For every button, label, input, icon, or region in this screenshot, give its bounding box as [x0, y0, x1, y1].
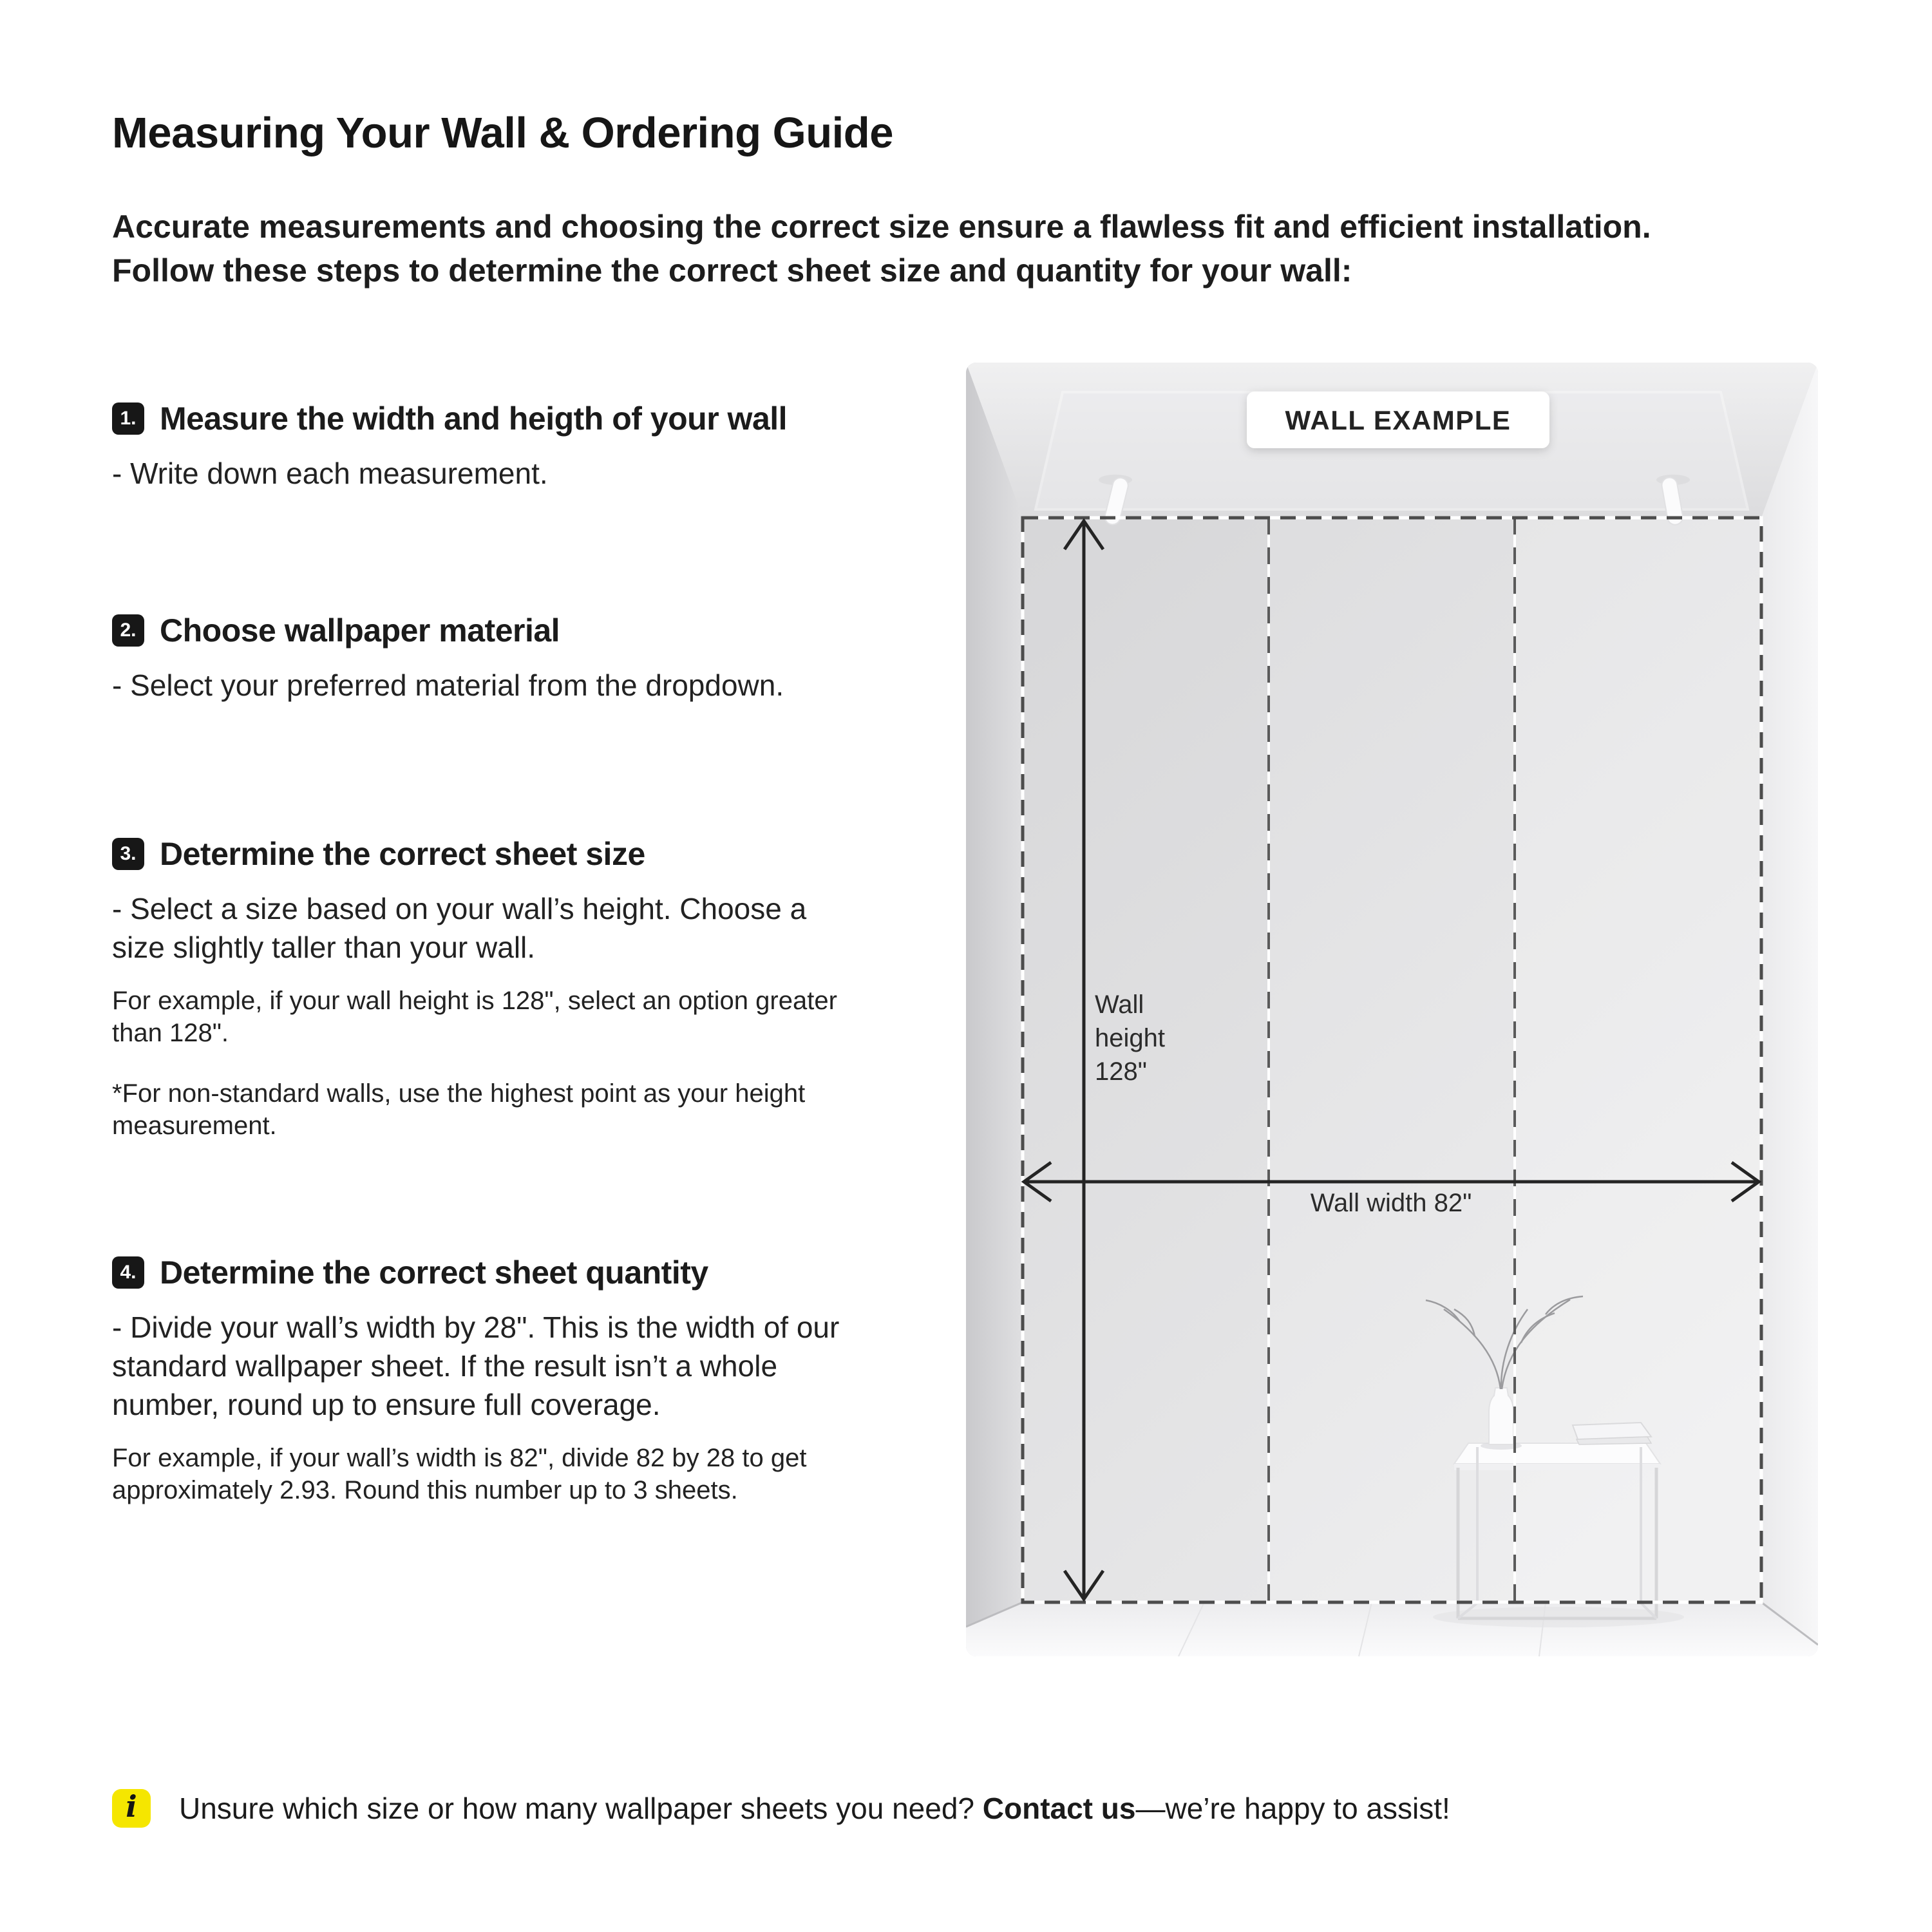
step-3-note: *For non-standard walls, use the highest point as your height measurement.	[112, 1079, 806, 1140]
svg-text:height: height	[1095, 1024, 1165, 1052]
step-4-example: For example, if your wall’s width is 82", divide 82 by 28 to get approximately 2.93. Round this number up to 3 sheets.	[112, 1444, 807, 1504]
step-3-body: - Select a size based on your wall’s height. Choose a size slightly taller than your wall.	[112, 892, 807, 964]
wall-example-badge	[1247, 392, 1549, 448]
step-4-number-badge: 4.	[112, 1256, 144, 1289]
step-2-number-badge: 2.	[112, 614, 144, 647]
step-3-number-badge: 3.	[112, 838, 144, 870]
step-3-example: For example, if your wall height is 128", select an option greater than 128".	[112, 987, 837, 1047]
step-3	[112, 838, 859, 1142]
step-2	[112, 614, 1014, 705]
step-2-head	[112, 614, 1014, 647]
page-title: Measuring Your Wall & Ordering Guide	[112, 109, 893, 157]
wall-width-label: Wall width 82"	[1310, 1189, 1472, 1217]
step-3-title: Determine the correct sheet size	[160, 836, 645, 872]
floor	[966, 1602, 1818, 1656]
footer-text-before: Unsure which size or how many wallpaper sheets you need?	[179, 1792, 983, 1825]
wall-example-illustration	[966, 363, 1818, 1656]
step-4-title: Determine the correct sheet quantity	[160, 1255, 708, 1291]
step-4-head	[112, 1256, 866, 1289]
wall-example-badge-label: WALL EXAMPLE	[1285, 405, 1511, 435]
info-icon-glyph: i	[126, 1789, 137, 1824]
step-2-body: - Select your preferred material from the dropdown.	[112, 668, 784, 702]
step-1-head	[112, 402, 1014, 435]
step-4-body: - Divide your wall’s width by 28". This is the width of our standard wallpaper sheet. If the result isn’t a whole number, round up to ensure full coverage.	[112, 1311, 840, 1421]
step-1-body: - Write down each measurement.	[112, 457, 548, 490]
svg-text:Wall: Wall	[1095, 990, 1144, 1019]
step-2-title: Choose wallpaper material	[160, 612, 560, 649]
step-1-number-badge: 1.	[112, 402, 144, 435]
contact-us-link[interactable]: Contact us	[982, 1792, 1136, 1825]
info-icon	[112, 1789, 151, 1828]
left-side-wall	[966, 363, 1023, 1627]
svg-text:128": 128"	[1095, 1057, 1147, 1086]
step-1-title: Measure the width and heigth of your wall	[160, 401, 788, 437]
wall-example-image	[966, 363, 1818, 1656]
books	[1573, 1423, 1651, 1444]
step-3-head	[112, 838, 859, 870]
step-1	[112, 402, 1014, 493]
footer-text	[179, 1789, 1450, 1828]
intro-paragraph: Accurate measurements and choosing the correct size ensure a flawless fit and efficient installation. Follow these steps to determine the correct sheet size and quantity for your wall:	[112, 209, 1651, 289]
step-4	[112, 1256, 866, 1506]
footer-help-note	[112, 1789, 1450, 1828]
right-side-wall	[1761, 363, 1818, 1645]
footer-text-after: —we’re happy to assist!	[1135, 1792, 1450, 1825]
